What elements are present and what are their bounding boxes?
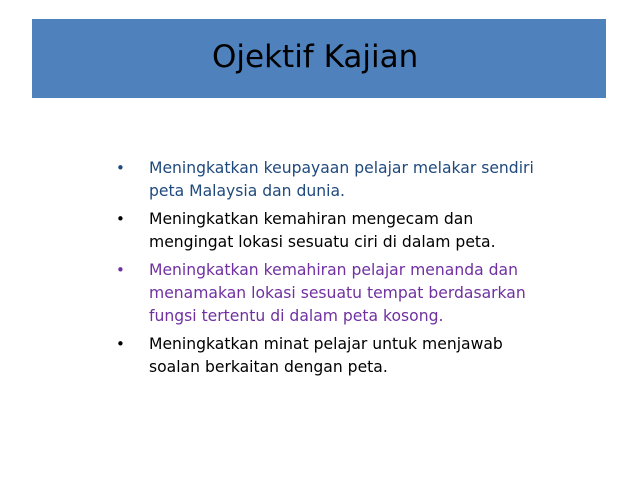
bullet-text-line: peta Malaysia dan dunia. [149, 182, 346, 200]
bullet-text-line: mengingat lokasi sesuatu ciri di dalam peta. [149, 233, 496, 251]
bullet-marker: • [116, 210, 125, 228]
bullet-text-line: Meningkatkan keupayaan pelajar melakar sendiri [149, 159, 534, 177]
bullet-item-3 [116, 259, 586, 328]
bullet-marker: • [116, 335, 125, 353]
bullet-marker: • [116, 261, 125, 279]
bullet-text-line: soalan berkaitan dengan peta. [149, 358, 388, 376]
bullet-item-1 [116, 157, 586, 203]
slide-title: Ojektif Kajian [212, 39, 419, 75]
bullet-text-line: fungsi tertentu di dalam peta kosong. [149, 307, 444, 325]
bullet-item-2 [116, 208, 586, 254]
bullet-item-4 [116, 333, 586, 379]
bullet-marker: • [116, 159, 125, 177]
bullet-text-line: Meningkatkan minat pelajar untuk menjawab [149, 335, 503, 353]
bullet-text-line: Meningkatkan kemahiran mengecam dan [149, 210, 474, 228]
bullet-list [116, 157, 586, 384]
title-bar [32, 19, 606, 98]
bullet-text-line: Meningkatkan kemahiran pelajar menanda dan [149, 261, 518, 279]
bullet-text-line: menamakan lokasi sesuatu tempat berdasarkan [149, 284, 526, 302]
